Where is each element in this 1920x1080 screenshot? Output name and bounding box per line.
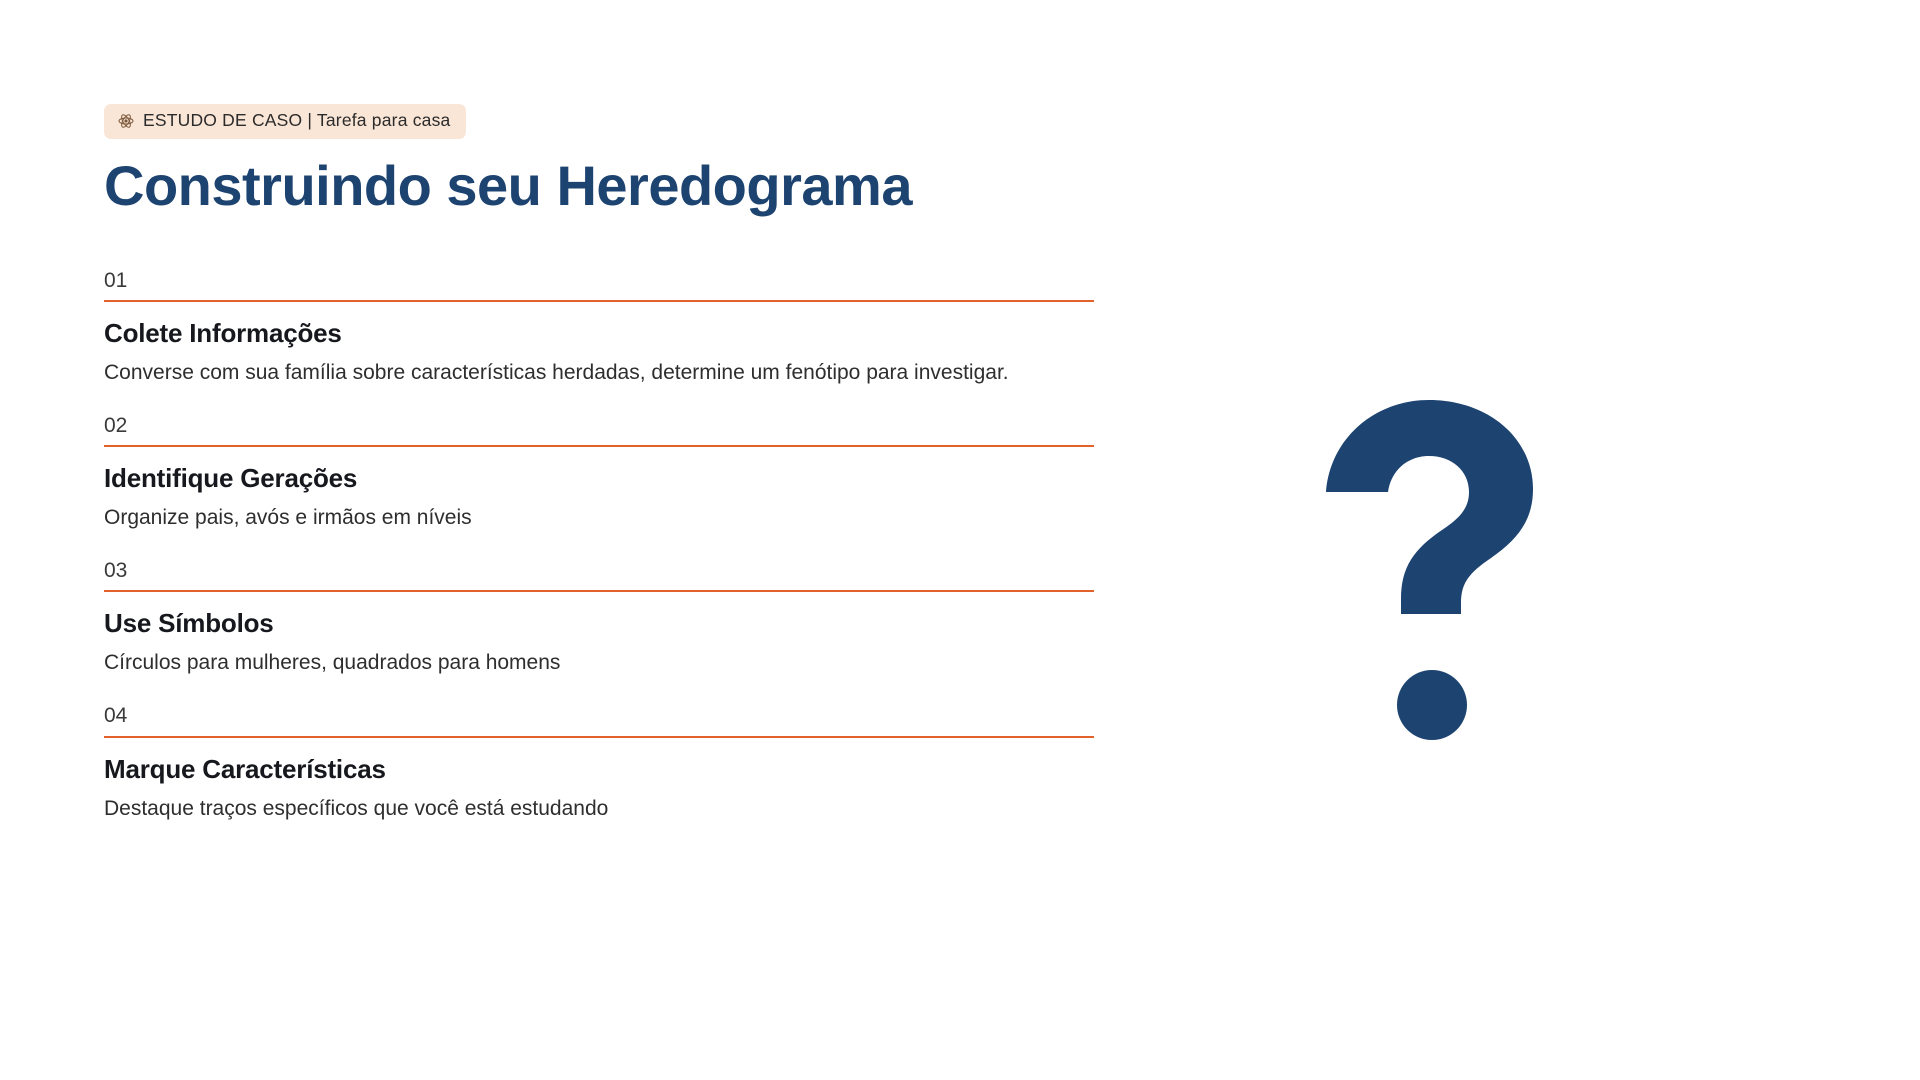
atom-icon [118, 113, 134, 129]
steps-list [104, 269, 1094, 823]
eyebrow-label: ESTUDO DE CASO | Tarefa para casa [143, 110, 451, 130]
step-number: 04 [104, 704, 128, 728]
step-number: 02 [104, 414, 128, 438]
eyebrow-badge [104, 104, 466, 139]
step-divider [104, 736, 1094, 738]
content-column [104, 104, 1094, 849]
step-title: Marque Características [104, 753, 386, 784]
step-number: 03 [104, 559, 128, 583]
step-title: Colete Informações [104, 318, 342, 349]
step-divider [104, 445, 1094, 447]
list-item [104, 559, 1094, 678]
step-description: Destaque traços específicos que você está estudando [104, 796, 609, 820]
step-description: Converse com sua família sobre características herdadas, determine um fenótipo para investigar. [104, 361, 1009, 385]
question-mark-graphic [1300, 400, 1560, 740]
step-description: Organize pais, avós e irmãos em níveis [104, 506, 472, 530]
step-title: Use Símbolos [104, 608, 274, 639]
step-divider [104, 300, 1094, 302]
step-description: Círculos para mulheres, quadrados para homens [104, 651, 561, 675]
list-item [104, 269, 1094, 388]
step-number: 01 [104, 269, 128, 293]
page-title: Construindo seu Heredograma [104, 153, 912, 217]
list-item [104, 704, 1094, 823]
step-divider [104, 590, 1094, 592]
step-title: Identifique Gerações [104, 463, 358, 494]
list-item [104, 414, 1094, 533]
